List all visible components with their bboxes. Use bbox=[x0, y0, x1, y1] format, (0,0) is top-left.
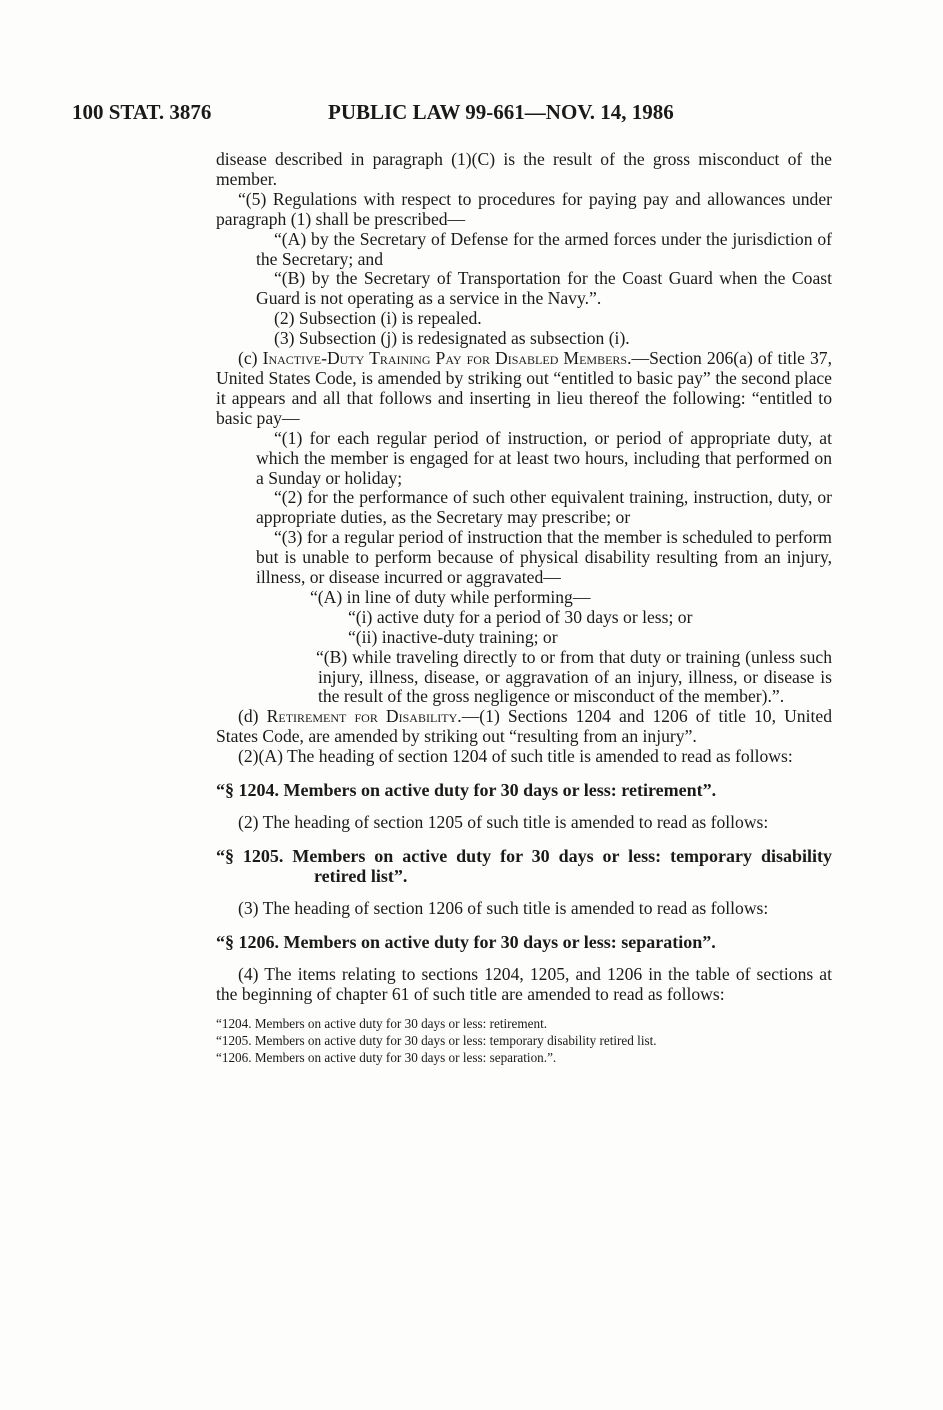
public-law-title: PUBLIC LAW 99-661—NOV. 14, 1986 bbox=[328, 100, 674, 124]
paragraph: (4) The items relating to sections 1204, 1205, and 1206 in the table of sections at the beginning of chapter 61 of such title are amended to read as follows: bbox=[216, 963, 832, 1004]
paragraph: (2) The heading of section 1205 of such title is amended to read as follows: bbox=[238, 812, 769, 833]
subsection-text: .—(1) Sections 1204 and 1206 of title 10, United States Code, are amended by striking out “resulting from an injury”. bbox=[216, 706, 832, 747]
subsection-text: .—Section 206(a) of title 37, United States Code, is amended by striking out “entitled to basic pay” the second place it appears and all that follows and inserting in lieu thereof the following: “entitled to basic pay— bbox=[216, 348, 832, 428]
paragraph: “(1) for each regular period of instruction, or period of appropriate duty, at which the member is engaged for at least two hours, including that performed on a Sunday or holiday; bbox=[256, 427, 832, 488]
section-heading-1204: “§ 1204. Members on active duty for 30 days or less: retirement”. bbox=[216, 780, 717, 801]
paragraph: (2)(A) The heading of section 1204 of such title is amended to read as follows: bbox=[238, 746, 793, 767]
paragraph: (3) The heading of section 1206 of such title is amended to read as follows: bbox=[238, 898, 769, 918]
section-heading-1205: “§ 1205. Members on active duty for 30 days or less: temporary disability retired list”. bbox=[216, 846, 832, 886]
subsection-d bbox=[216, 707, 832, 747]
toc-item: “1205. Members on active duty for 30 days or less: temporary disability retired list. bbox=[216, 1032, 657, 1048]
subsection-c bbox=[216, 349, 832, 429]
subparagraph: “(B) while traveling directly to or from that duty or training (unless such injury, illness, disease, or aggravation of an injury, illness, or disease is the result of the gross negligence or misconduct of the member).”. bbox=[316, 646, 832, 707]
toc-item: “1206. Members on active duty for 30 days or less: separation.”. bbox=[216, 1049, 557, 1065]
paragraph: “(5) Regulations with respect to procedures for paying pay and allowances under paragraph (1) shall be prescribed— bbox=[216, 188, 832, 229]
clause: “(ii) inactive-duty training; or bbox=[348, 626, 558, 647]
paragraph: “(2) for the performance of such other equivalent training, instruction, duty, or appropriate duties, as the Secretary may prescribe; or bbox=[256, 487, 832, 528]
document-body bbox=[216, 150, 832, 1066]
subparagraph: “(B) by the Secretary of Transportation for the Coast Guard when the Coast Guard is not operating as a service in the Navy.”. bbox=[256, 268, 832, 309]
stat-citation: 100 STAT. 3876 bbox=[72, 100, 212, 124]
subsection-label: (c) bbox=[238, 348, 263, 369]
subparagraph: “(A) by the Secretary of Defense for the armed forces under the jurisdiction of the Secretary; and bbox=[256, 228, 832, 269]
paragraph: (2) Subsection (i) is repealed. bbox=[274, 308, 482, 329]
paragraph: (3) Subsection (j) is redesignated as subsection (i). bbox=[274, 328, 630, 349]
subparagraph: “(A) in line of duty while performing— bbox=[310, 586, 591, 607]
subsection-heading: Inactive-Duty Training Pay for Disabled Members bbox=[262, 348, 628, 369]
paragraph: disease described in paragraph (1)(C) is the result of the gross misconduct of the member. bbox=[216, 149, 832, 189]
section-heading-1206: “§ 1206. Members on active duty for 30 days or less: separation”. bbox=[216, 931, 716, 952]
paragraph: “(3) for a regular period of instruction that the member is scheduled to perform but is unable to perform because of physical disability resulting from an injury, illness, or disease incurred or aggravated— bbox=[256, 527, 832, 588]
clause: “(i) active duty for a period of 30 days or less; or bbox=[348, 606, 693, 627]
table-of-sections bbox=[216, 1015, 832, 1066]
toc-item: “1204. Members on active duty for 30 days or less: retirement. bbox=[216, 1015, 548, 1031]
running-head bbox=[72, 100, 862, 130]
subsection-heading: Retirement for Disability bbox=[266, 706, 458, 727]
subsection-label: (d) bbox=[238, 706, 267, 727]
